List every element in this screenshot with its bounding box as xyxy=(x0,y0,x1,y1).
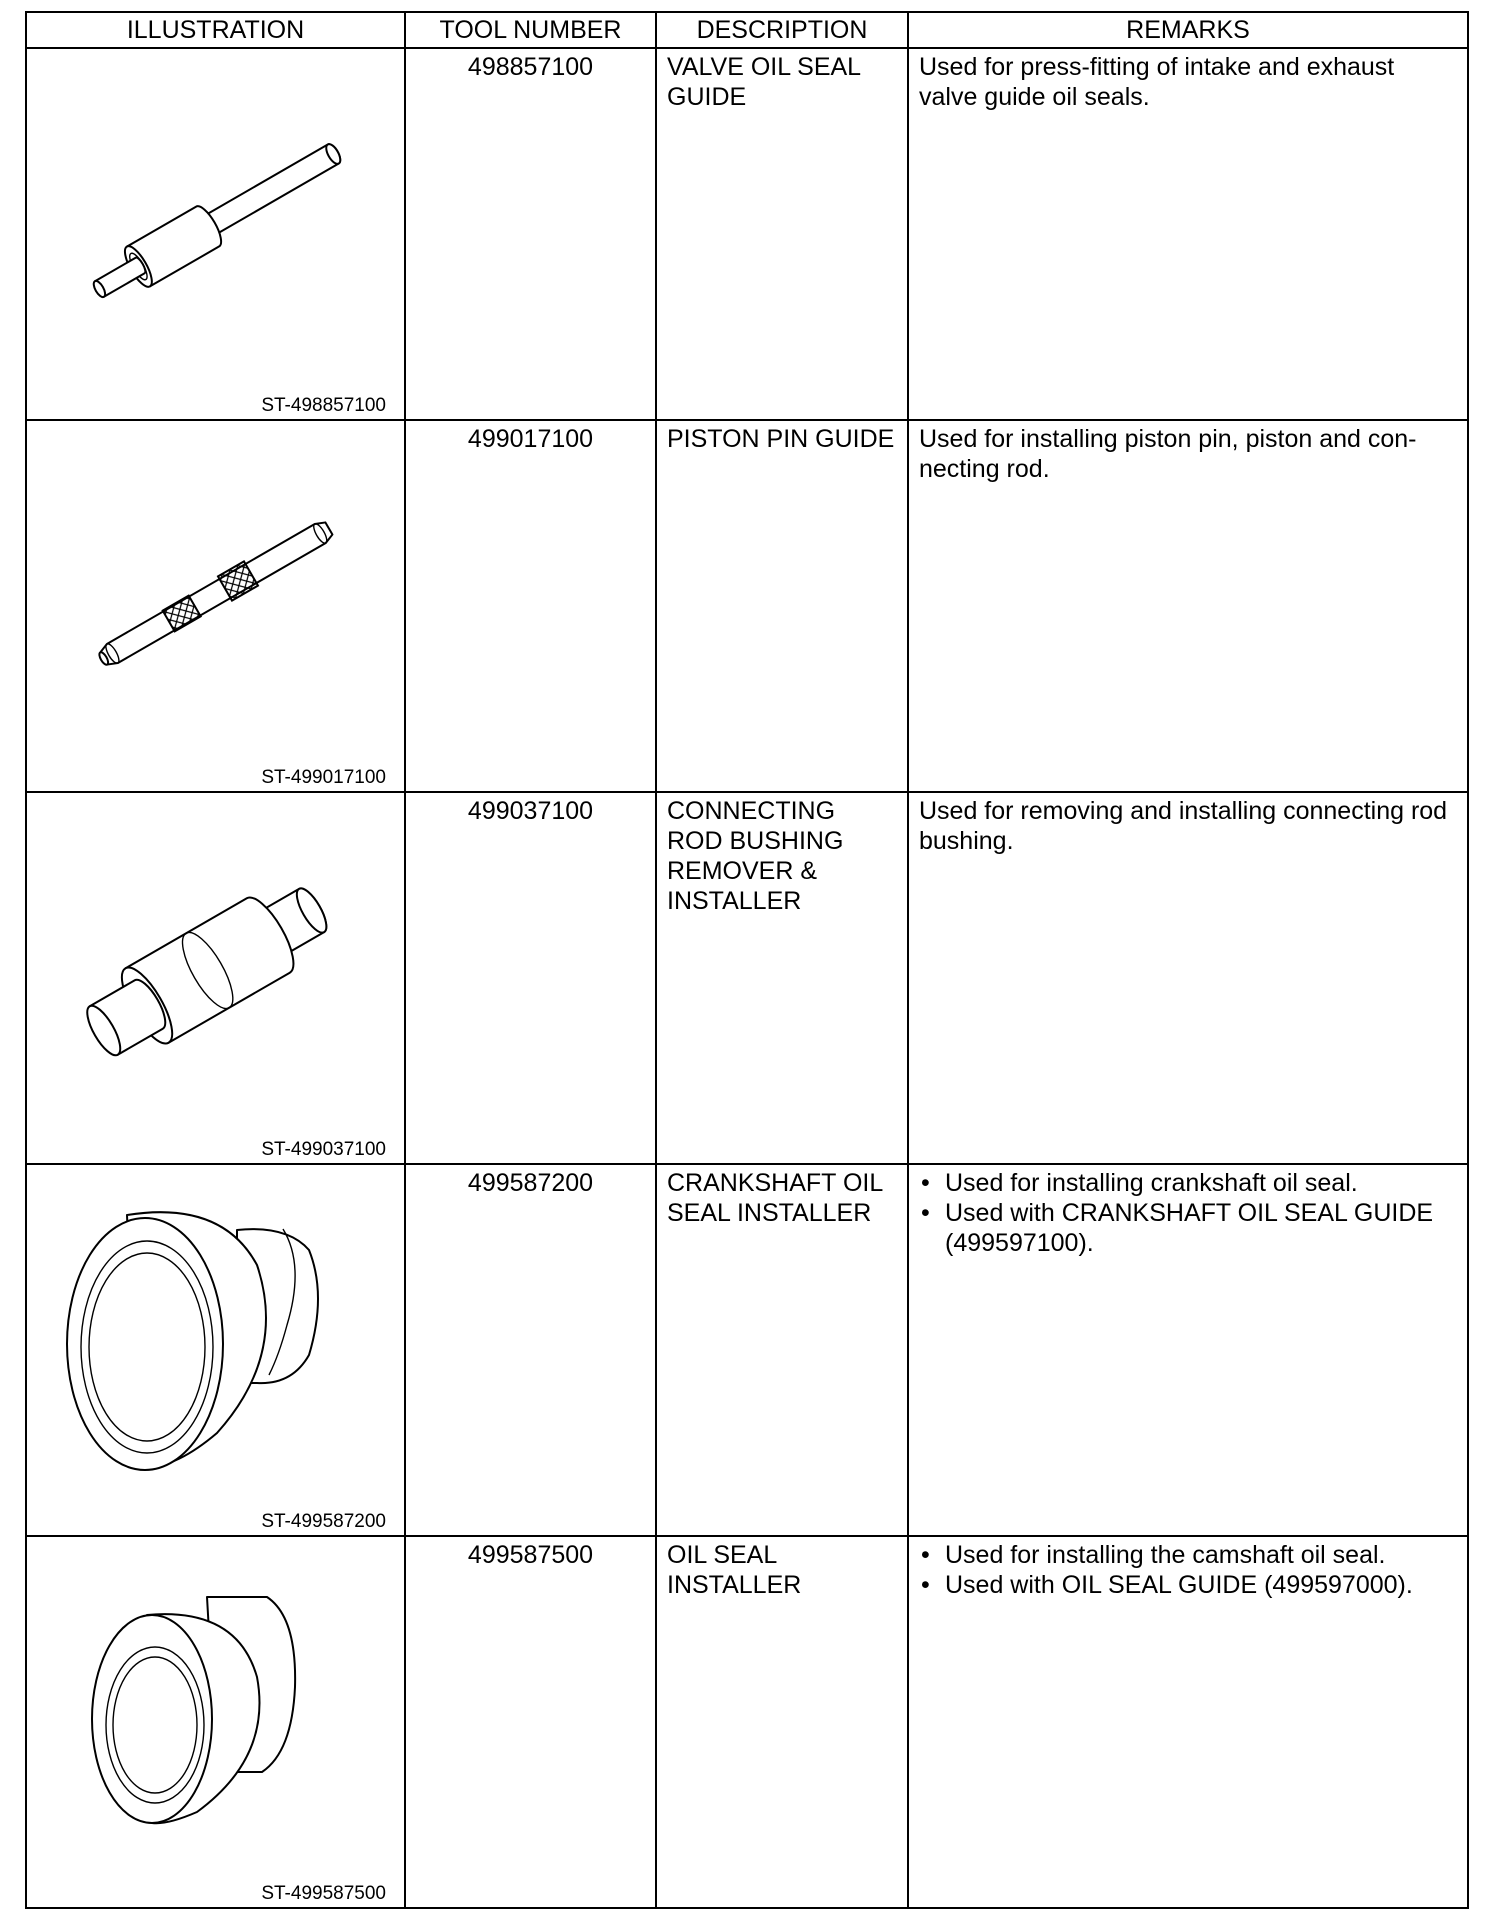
table-row xyxy=(26,792,1468,1164)
tool-number: 498857100 xyxy=(405,48,656,420)
tool-description: PISTON PIN GUIDE xyxy=(656,420,908,792)
crankshaft-oil-seal-installer-illustration xyxy=(47,1205,377,1475)
illustration-cell xyxy=(26,1164,405,1536)
remarks-list xyxy=(919,1540,1455,1600)
remark-item: • Used with OIL SEAL GUIDE (499597000). xyxy=(919,1570,1455,1600)
table-row xyxy=(26,1164,1468,1536)
illustration-cell xyxy=(26,48,405,420)
special-tools-table xyxy=(25,11,1469,1909)
tool-number: 499587200 xyxy=(405,1164,656,1536)
illustration-code: ST-499587200 xyxy=(261,1511,386,1532)
tool-remarks xyxy=(908,1536,1468,1908)
remarks-list xyxy=(919,1168,1455,1258)
header-illustration: ILLUSTRATION xyxy=(26,12,405,48)
tool-remarks: Used for installing piston pin, piston and con-necting rod. xyxy=(908,420,1468,792)
header-tool-number: TOOL NUMBER xyxy=(405,12,656,48)
oil-seal-installer-illustration xyxy=(47,1577,377,1847)
remark-item: • Used for installing the camshaft oil seal. xyxy=(919,1540,1455,1570)
connecting-rod-bushing-tool-illustration xyxy=(47,833,377,1103)
illustration-code: ST-499037100 xyxy=(261,1139,386,1160)
tool-number: 499587500 xyxy=(405,1536,656,1908)
illustration-code: ST-499017100 xyxy=(261,767,386,788)
illustration-cell xyxy=(26,420,405,792)
valve-oil-seal-guide-illustration xyxy=(47,89,377,359)
header-description: DESCRIPTION xyxy=(656,12,908,48)
tool-description: CONNECTING ROD BUSHING REMOVER & INSTALLER xyxy=(656,792,908,1164)
remark-item: • Used with CRANKSHAFT OIL SEAL GUIDE (499597100). xyxy=(919,1198,1455,1258)
table-row xyxy=(26,1536,1468,1908)
header-row xyxy=(26,12,1468,48)
tool-number: 499037100 xyxy=(405,792,656,1164)
illustration-cell xyxy=(26,792,405,1164)
tool-remarks xyxy=(908,1164,1468,1536)
table-row xyxy=(26,420,1468,792)
illustration-code: ST-499587500 xyxy=(261,1883,386,1904)
piston-pin-guide-illustration xyxy=(47,461,377,731)
tool-remarks: Used for removing and installing connecting rod bushing. xyxy=(908,792,1468,1164)
tool-number: 499017100 xyxy=(405,420,656,792)
tool-remarks: Used for press-fitting of intake and exhaust valve guide oil seals. xyxy=(908,48,1468,420)
tool-description: OIL SEAL INSTALLER xyxy=(656,1536,908,1908)
table-row xyxy=(26,48,1468,420)
illustration-code: ST-498857100 xyxy=(261,395,386,416)
illustration-cell xyxy=(26,1536,405,1908)
header-remarks: REMARKS xyxy=(908,12,1468,48)
tool-description: CRANKSHAFT OIL SEAL INSTALLER xyxy=(656,1164,908,1536)
remark-item: • Used for installing crankshaft oil seal. xyxy=(919,1168,1455,1198)
tool-description: VALVE OIL SEAL GUIDE xyxy=(656,48,908,420)
